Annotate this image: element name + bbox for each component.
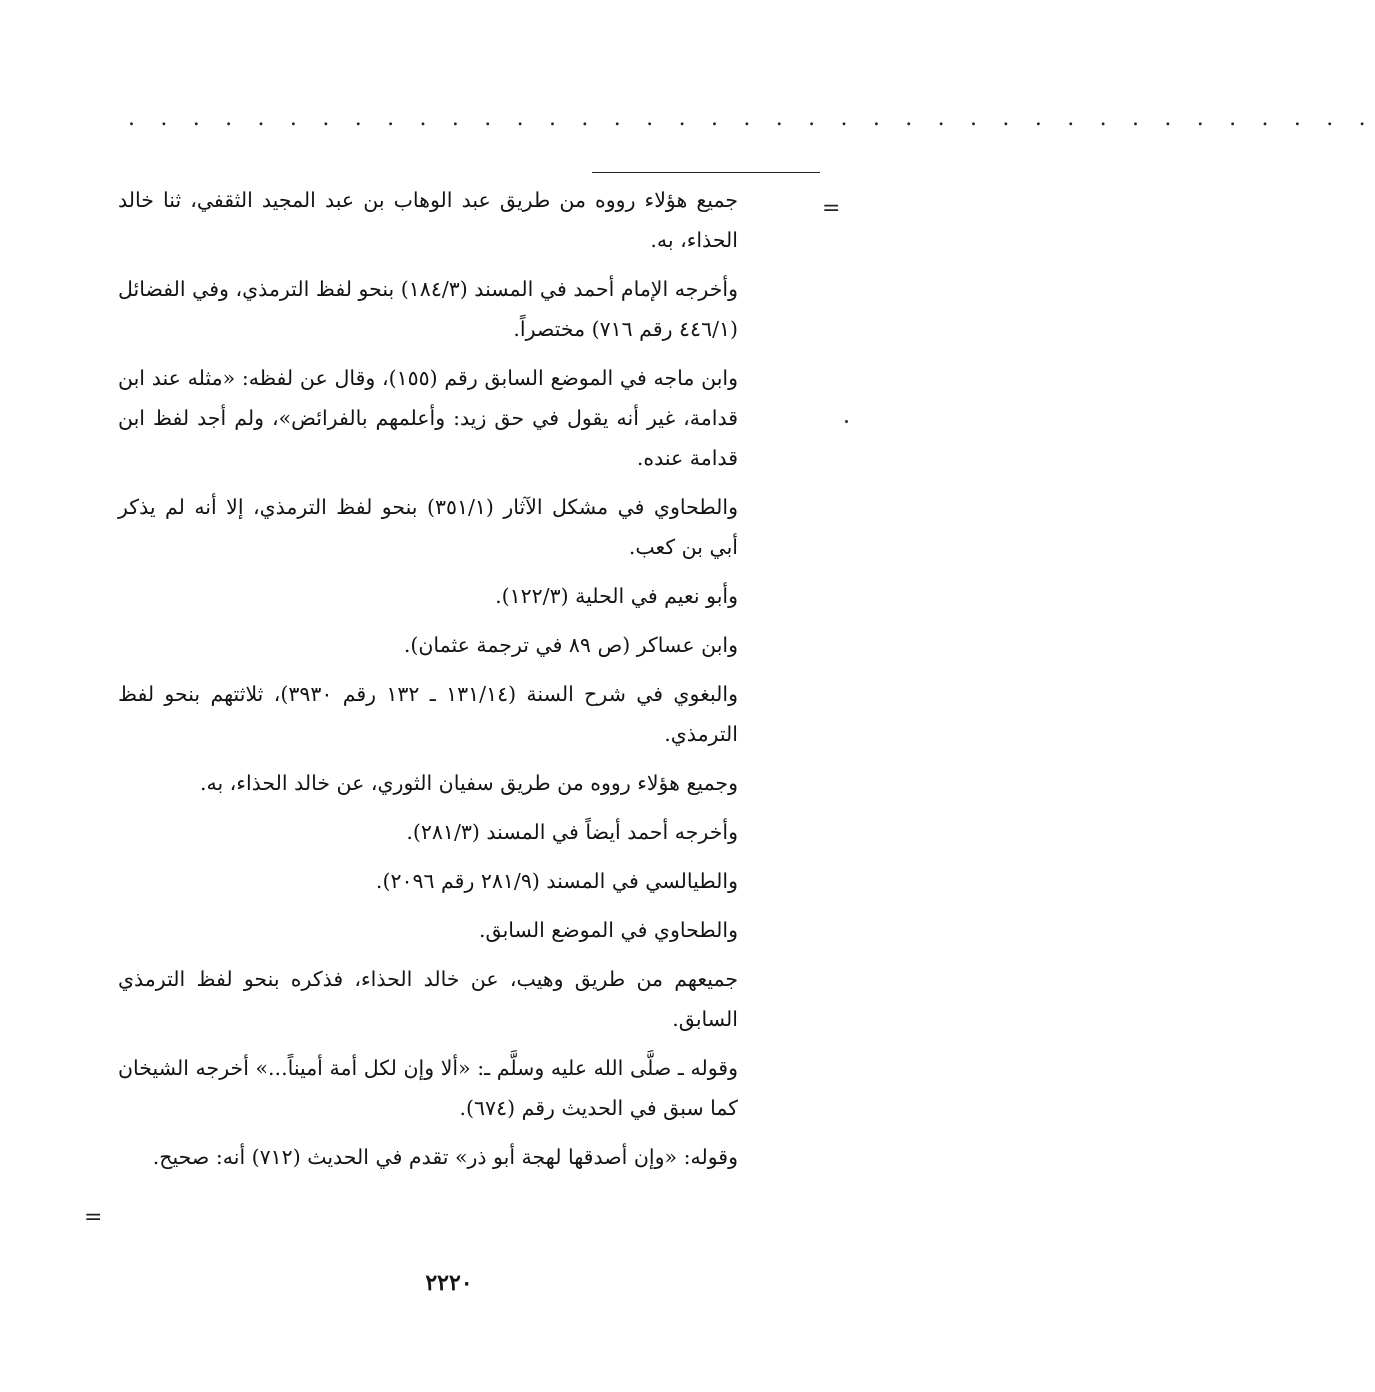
paragraph: والطيالسي في المسند (٢٨١/٩ رقم ٢٠٩٦). xyxy=(375,869,738,893)
paragraph: جميع هؤلاء رووه من طريق عبد الوهاب بن عبد المجيد الثقفي، ثنا خالد الحذاء، به. xyxy=(118,188,738,252)
paragraph: جميعهم من طريق وهيب، عن خالد الحذاء، فذكره بنحو لفظ الترمذي السابق. xyxy=(118,967,738,1031)
ellipsis-separator: . . . . . . . . . . . . . . . . . . . . . . . . . . . . . . . . . . . . . . . xyxy=(128,106,1375,131)
paragraph: وجميع هؤلاء رووه من طريق سفيان الثوري، عن خالد الحذاء، به. xyxy=(199,771,738,795)
footnote-rule xyxy=(592,172,820,173)
paragraph: وابن عساكر (ص ٨٩ في ترجمة عثمان). xyxy=(403,633,738,657)
paragraph: وابن ماجه في الموضع السابق رقم (١٥٥)، وقال عن لفظه: «مثله عند ابن قدامة، غير أنه يقول في حق زيد: وأعلمهم بالفرائض»، ولم أجد لفظ ابن قدامة عنده. xyxy=(118,366,738,470)
paragraph: وقوله ـ صلَّى الله عليه وسلَّم ـ: «ألا وإن لكل أمة أميناً...» أخرجه الشيخان كما سبق في الحديث رقم (٦٧٤). xyxy=(118,1056,738,1120)
paragraph: والطحاوي في الموضع السابق. xyxy=(478,918,738,942)
paragraph: وأخرجه أحمد أيضاً في المسند (٢٨١/٣). xyxy=(406,820,738,844)
continuation-marker-top: = xyxy=(822,196,841,221)
continuation-marker-bottom: = xyxy=(84,1205,103,1230)
page-number: ٢٢٢٠ xyxy=(425,1270,473,1296)
paragraph: وأخرجه الإمام أحمد في المسند (١٨٤/٣) بنحو لفظ الترمذي، وفي الفضائل (٤٤٦/١ رقم ٧١٦) مختصراً. xyxy=(118,277,738,341)
paragraph: والبغوي في شرح السنة (١٣١/١٤ ـ ١٣٢ رقم ٣٩٣٠)، ثلاثتهم بنحو لفظ الترمذي. xyxy=(118,682,738,746)
paragraph: والطحاوي في مشكل الآثار (٣٥١/١) بنحو لفظ الترمذي، إلا أنه لم يذكر أبي بن كعب. xyxy=(118,495,739,559)
footnote-text xyxy=(118,180,738,1186)
paragraph: وأبو نعيم في الحلية (١٢٢/٣). xyxy=(495,584,738,608)
margin-dot xyxy=(845,420,848,423)
paragraph: وقوله: «وإن أصدقها لهجة أبو ذر» تقدم في الحديث (٧١٢) أنه: صحيح. xyxy=(152,1145,738,1169)
